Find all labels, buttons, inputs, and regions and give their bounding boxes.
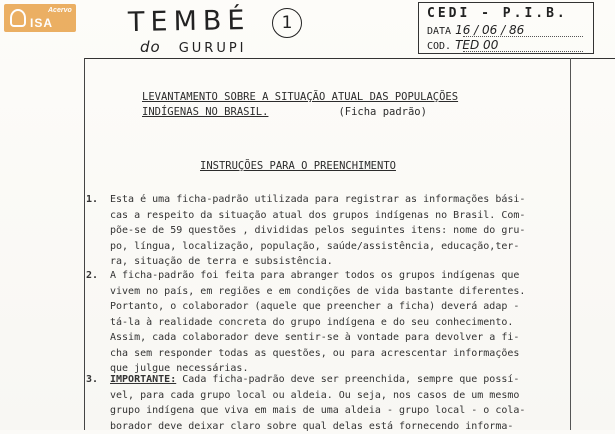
item-lead-important: IMPORTANTE: xyxy=(110,374,177,385)
instruction-item-2 xyxy=(86,268,568,377)
item-line: grupo indígena que viva em mais de uma aldeia - grupo local - o cola- xyxy=(110,405,526,416)
stamp-code-row xyxy=(427,38,498,52)
handwritten-subtitle-b: GURUPI xyxy=(178,41,247,56)
stamp-date-value: 16 / 06 / 86 xyxy=(455,23,525,37)
item-line: Assim, cada colaborador deve sentir-se à vontade para devolver a fi- xyxy=(110,332,520,343)
archive-watermark-logo xyxy=(4,4,76,32)
stamp-date-line xyxy=(463,36,583,37)
item-line: vivem no país, em regiões e em condições de vida bastante diferentes. xyxy=(110,285,526,297)
item-number: 2. xyxy=(86,270,99,281)
stamp-date-row xyxy=(427,23,524,37)
item-line: cha sem responder todas as questões, ou para acrescentar informações xyxy=(110,347,520,359)
item-number: 3. xyxy=(86,374,99,385)
item-line: A ficha-padrão foi feita para abranger todos os grupos indígenas que xyxy=(110,270,520,281)
item-line: põe-se de 59 questões , divididas pelos seguintes itens: nome do gru- xyxy=(110,225,526,236)
form-heading-note: (Ficha padrão) xyxy=(338,106,427,118)
item-line: Portanto, o colaborador (aquele que preencher a ficha) deverá adap - xyxy=(110,301,520,312)
item-number: 1. xyxy=(86,194,99,205)
stamp-date-label: DATA xyxy=(427,26,452,37)
form-heading xyxy=(142,90,458,120)
archive-stamp xyxy=(418,2,594,54)
handwritten-subtitle-a: do xyxy=(140,38,161,56)
form-frame-top xyxy=(84,58,615,59)
handwritten-circled-number: 1 xyxy=(272,8,302,38)
isa-logo-icon xyxy=(10,9,26,27)
handwritten-subtitle xyxy=(140,38,247,56)
item-line: tá-la à realidade concreta do grupo indígena e do seu conhecimento. xyxy=(110,316,514,328)
form-heading-line1: LEVANTAMENTO SOBRE A SITUAÇÃO ATUAL DAS POPULAÇÕES xyxy=(142,91,459,103)
item-line: cas a respeito da situação atual dos grupos indígenas no Brasil. Com- xyxy=(110,209,526,221)
item-line: po, língua, localização, população, saúde/assistência, educação,ter- xyxy=(110,240,520,252)
stamp-code-value: TED 00 xyxy=(455,38,499,52)
instruction-item-1 xyxy=(86,192,568,270)
handwritten-title: TEMBÉ xyxy=(127,4,251,39)
item-line: borador deve deixar claro sobre qual delas está fornecendo informa- xyxy=(110,420,514,432)
stamp-code-line xyxy=(463,51,583,52)
watermark-big-text: ISA xyxy=(30,16,54,30)
item-line: Esta é uma ficha-padrão utilizada para registrar as informações bási- xyxy=(110,194,526,205)
item-line: que julgue necessárias. xyxy=(110,363,249,374)
item-line: vel, para cada grupo local ou aldeia. Ou seja, nos casos de um mesmo xyxy=(110,389,520,401)
stamp-org: CEDI - P.I.B. xyxy=(427,6,568,21)
section-title: INSTRUÇÕES PARA O PREENCHIMENTO xyxy=(200,160,396,172)
watermark-small-text: Acervo xyxy=(48,7,72,14)
item-line: ra, situação de terra e subsistência. xyxy=(110,256,333,267)
instruction-item-3 xyxy=(86,372,568,434)
form-frame-right xyxy=(570,58,571,430)
form-frame-left xyxy=(84,58,85,430)
form-heading-line2: INDÍGENAS NO BRASIL. xyxy=(142,106,269,118)
item-line: Cada ficha-padrão deve ser preenchida, sempre que possí- xyxy=(176,374,520,385)
stamp-code-label: COD. xyxy=(427,41,452,52)
